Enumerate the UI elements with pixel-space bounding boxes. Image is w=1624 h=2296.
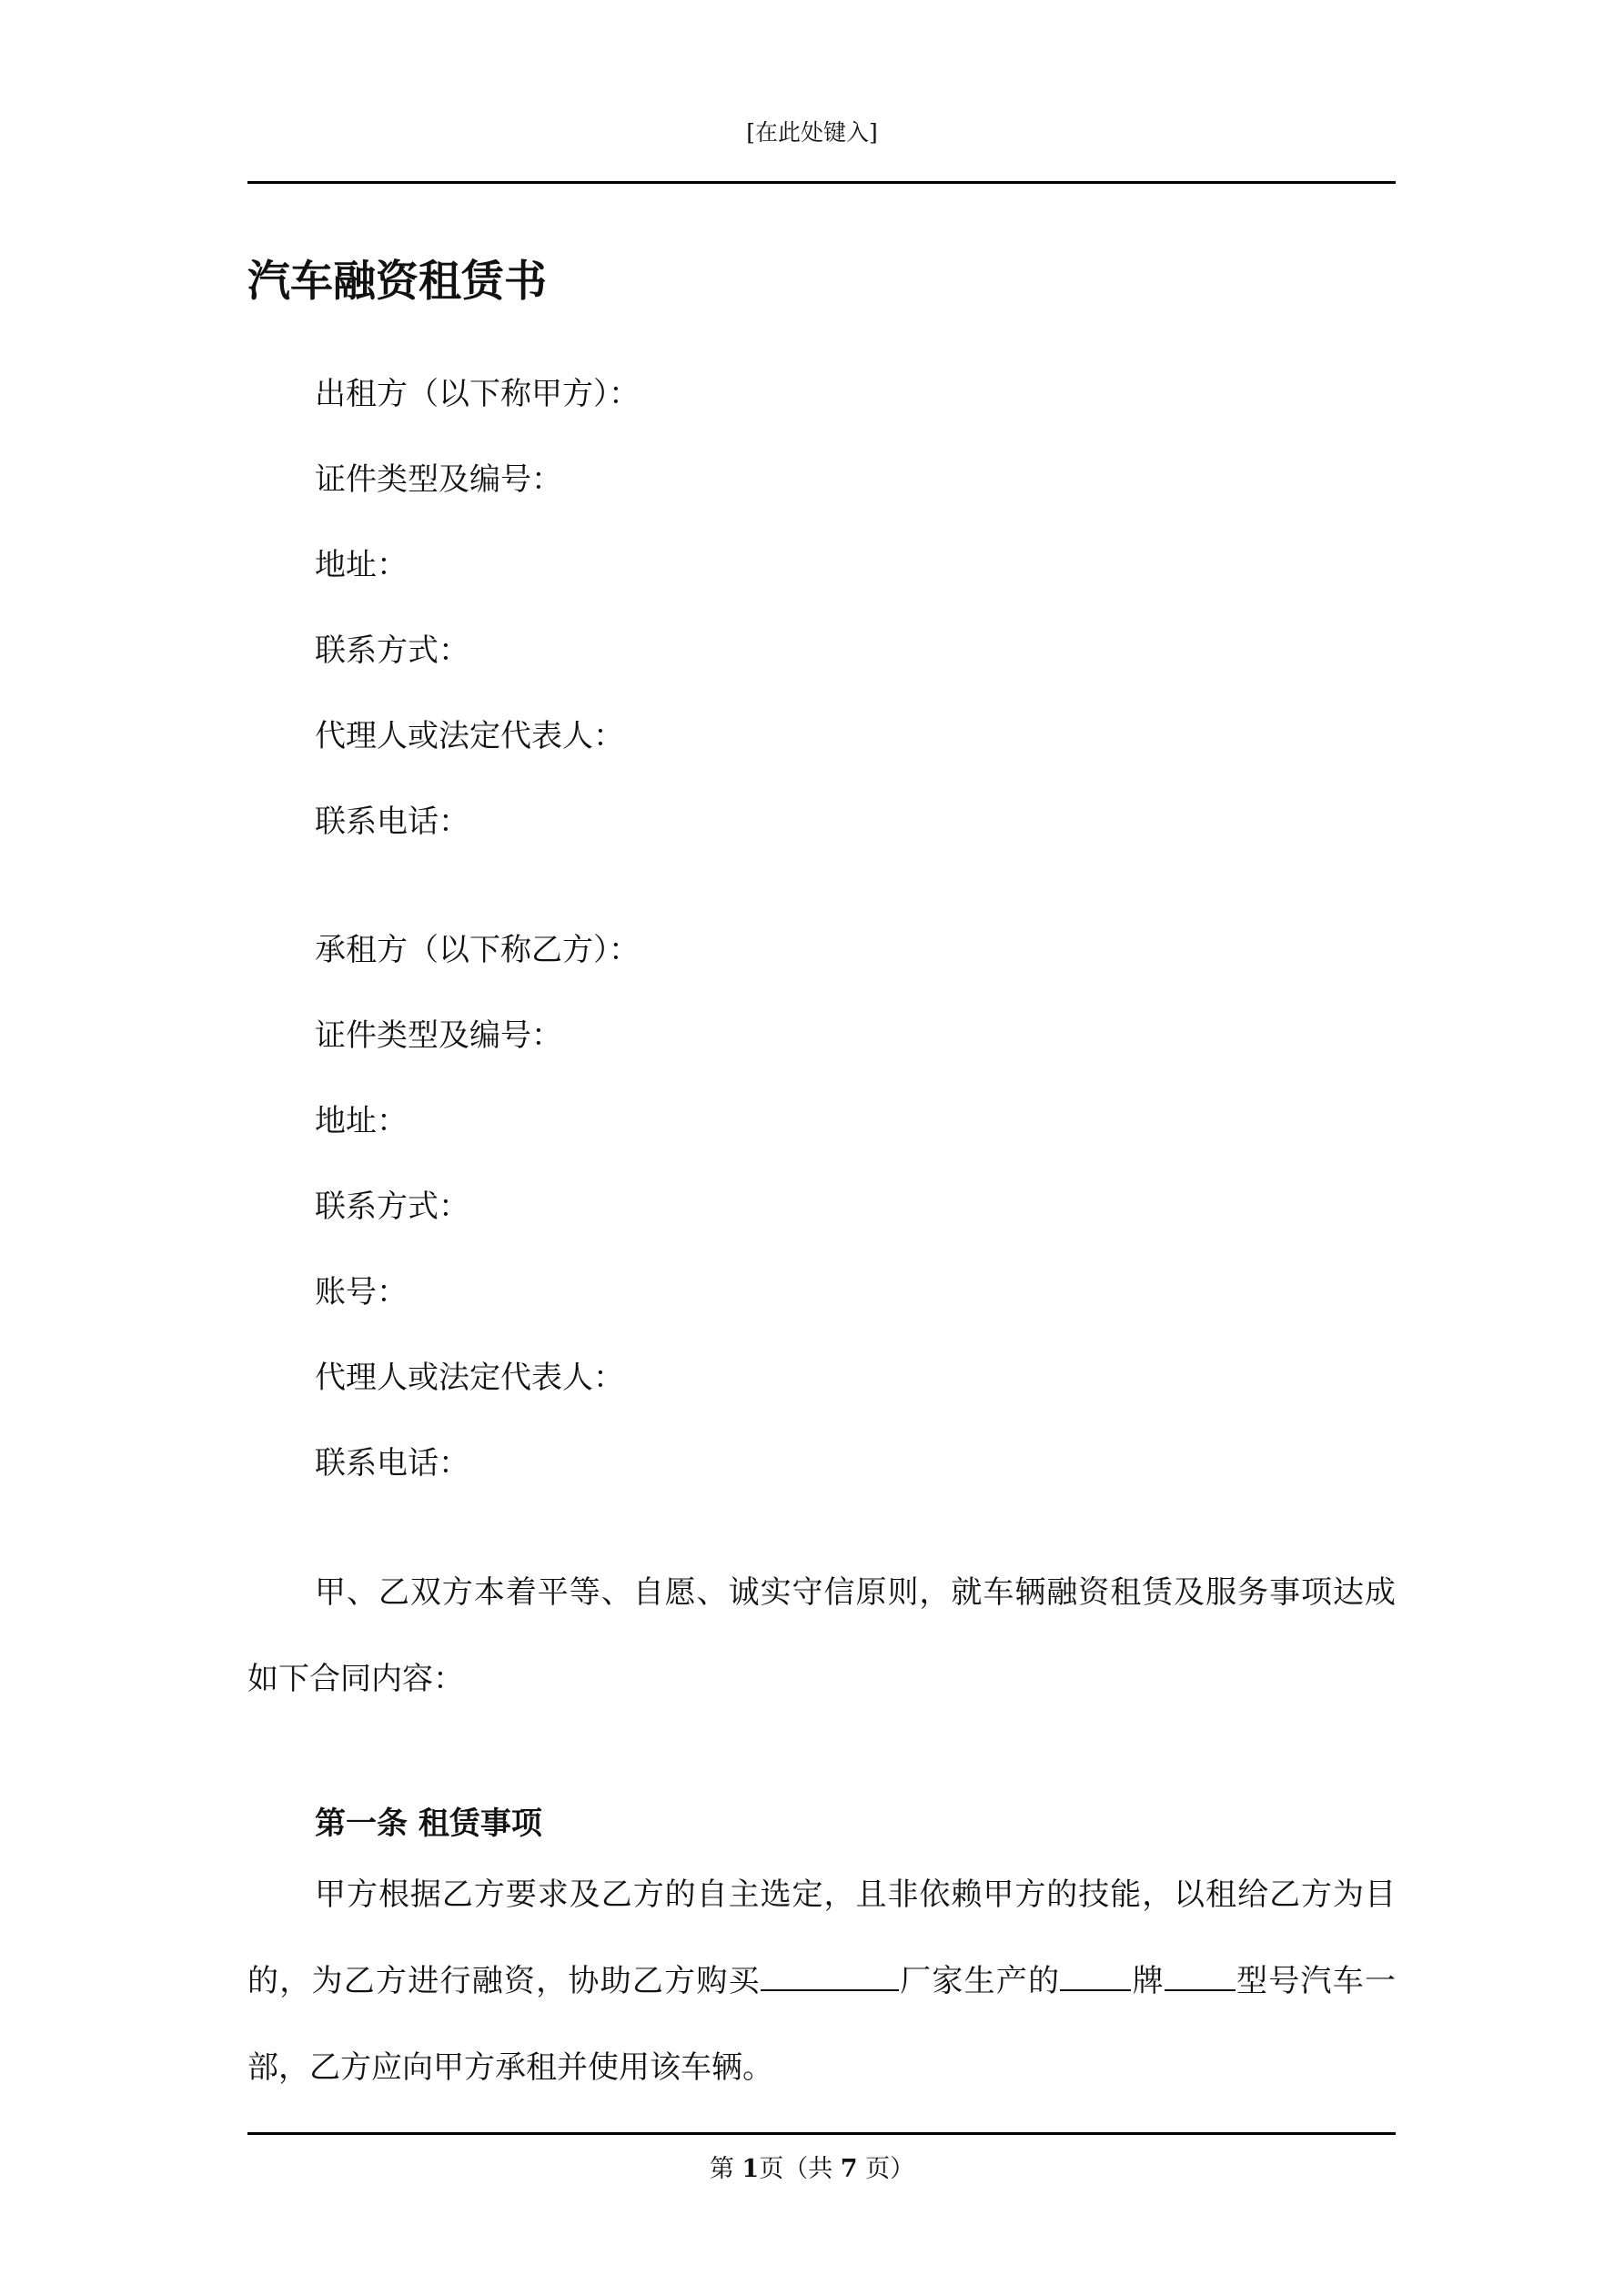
lessor-address-label[interactable]: 地址：: [315, 547, 408, 583]
header-divider: [247, 181, 1396, 184]
article-1-paragraph[interactable]: [247, 1852, 1396, 2111]
lessor-phone-label[interactable]: 联系电话：: [315, 804, 469, 840]
footer-suffix: 页）: [857, 2155, 915, 2183]
article-1-heading[interactable]: 第一条 租赁事项: [315, 1805, 542, 1842]
lessee-id-label[interactable]: 证件类型及编号：: [315, 1017, 562, 1054]
page-header[interactable]: [在此处键入]: [746, 119, 878, 146]
footer-middle: 页（共: [759, 2155, 841, 2183]
lessee-account-label[interactable]: 账号：: [315, 1274, 408, 1310]
footer-page-number: 1: [741, 2155, 760, 2183]
lessee-agent-label[interactable]: 代理人或法定代表人：: [315, 1360, 624, 1396]
article-1-text-part3: 牌: [1131, 1963, 1165, 1999]
lessee-contact-label[interactable]: 联系方式：: [315, 1188, 469, 1225]
footer-total-pages: 7: [840, 2155, 858, 2183]
article-1-text-part4: 型号汽车一部，乙方应向甲方承租并使用该车辆。: [247, 1963, 1397, 2086]
model-blank[interactable]: [1165, 1962, 1236, 1991]
lessor-heading[interactable]: 出租方（以下称甲方）：: [315, 376, 640, 412]
article-1-text-part1: 甲方根据乙方要求及乙方的自主选定，且非依赖甲方的技能，以租给乙方为目的，为乙方进行融资，协助乙方购买: [247, 1876, 1396, 1999]
lessee-heading[interactable]: 承租方（以下称乙方）：: [315, 932, 640, 968]
lessor-agent-label[interactable]: 代理人或法定代表人：: [315, 718, 624, 754]
manufacturer-blank[interactable]: [761, 1962, 899, 1991]
preamble-paragraph[interactable]: 甲、乙双方本着平等、自愿、诚实守信原则，就车辆融资租赁及服务事项达成如下合同内容：: [247, 1574, 1396, 1697]
page-footer: [0, 2149, 1624, 2184]
lessee-phone-label[interactable]: 联系电话：: [315, 1445, 469, 1482]
lessor-contact-label[interactable]: 联系方式：: [315, 632, 469, 669]
brand-blank[interactable]: [1060, 1962, 1131, 1991]
footer-prefix: 第: [709, 2155, 742, 2183]
footer-divider: [247, 2132, 1396, 2135]
document-title[interactable]: 汽车融资租赁书: [247, 257, 547, 307]
lessor-id-label[interactable]: 证件类型及编号：: [315, 461, 562, 498]
lessee-address-label[interactable]: 地址：: [315, 1103, 408, 1139]
article-1-text-part2: 厂家生产的: [898, 1963, 1061, 1999]
